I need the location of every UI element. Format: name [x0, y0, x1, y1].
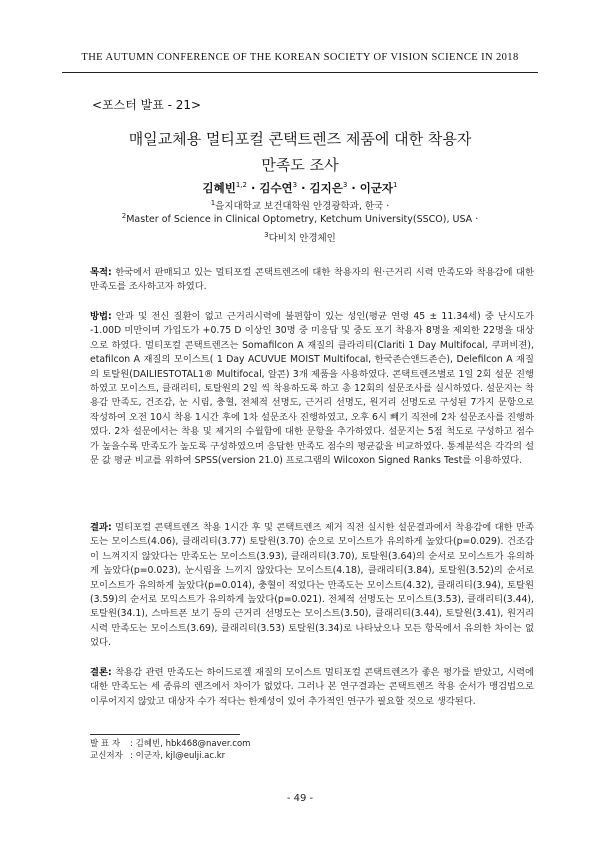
- author-separator: ·: [297, 181, 310, 195]
- author-name: 김수연: [259, 181, 293, 195]
- corresponding-footnote: [90, 750, 225, 762]
- affiliation-sup: 2: [121, 211, 127, 220]
- author-name: 이군자: [359, 181, 394, 195]
- purpose-label: 목적:: [90, 267, 112, 278]
- poster-label: <포스터 발표 - 21>: [92, 98, 202, 112]
- author-sup: 3: [292, 181, 298, 190]
- purpose-text: 한국에서 판매되고 있는 멀티포컬 콘택트렌즈에 대한 착용자의 원·근거리 시력 만족도와 착용감에 대한 만족도를 조사하고자 하였다.: [90, 267, 534, 293]
- conclusion-text: 착용감 관련 만족도는 하이드로겔 재질의 모이스트 멀티포컬 콘택트렌즈가 좋은 평가를 받았고, 시력에 대한 만족도는 세 종류의 렌즈에서 차이가 없었다. 그러나 본 연구결과는 콘택트렌즈 착용 순서가 맹검법으로 이루어지지 않았고 대상자 수가 적다는 한계성이 있어 추가적인 연구가 필요할 것으로 생각된다.: [90, 667, 534, 707]
- author-sup: 1: [393, 181, 398, 190]
- author-name: 김혜빈: [202, 181, 236, 195]
- results-label: 결과:: [90, 522, 112, 533]
- paper-title: [60, 126, 540, 178]
- footnote-rule: [90, 734, 240, 735]
- corresponding-value: : 이군자, kjl@eulji.ac.kr: [130, 751, 226, 761]
- affiliation-text: 을지대학교 보건대학원 안경광학과, 한국 ·: [215, 201, 390, 212]
- page-number: - 49 -: [286, 793, 314, 804]
- affiliation-1: [0, 198, 600, 212]
- affiliation-sup: 1: [210, 198, 216, 207]
- title-line-2: 만족도 조사: [261, 156, 339, 174]
- conference-header: THE AUTUMN CONFERENCE OF THE KOREAN SOCIETY OF VISION SCIENCE IN 2018: [81, 52, 519, 63]
- title-line-1: 매일교체용 멀티포컬 콘택트렌즈 제품에 대한 착용자: [128, 130, 472, 148]
- affiliation-sup: 3: [264, 230, 269, 239]
- header-rule: [62, 72, 538, 73]
- conclusion-paragraph: [90, 666, 534, 709]
- presenter-value: : 김혜빈, hbk468@naver.com: [130, 739, 251, 749]
- affiliation-text: 다비치 안경체인: [268, 233, 336, 244]
- affiliation-3: [0, 230, 600, 244]
- author-list: [0, 180, 600, 196]
- corresponding-label: 교신저자: [90, 751, 123, 761]
- author-separator: ·: [347, 181, 360, 195]
- affiliation-text: Master of Science in Clinical Optometry, Ketchum University(SSCO), USA ·: [126, 214, 479, 225]
- author-sup: 3: [342, 181, 348, 190]
- methods-text: 안과 및 전신 질환이 없고 근거리시력에 불편함이 있는 성인(평균 연령 45 ± 11.34세) 중 난시도가 -1.00D 미만이며 가입도가 +0.75 D 이상인 30명 중 미응답 및 중도 포기 착용자 8명을 제외한 22명을 대상으로 하였다. 멀티포컬 콘택트렌즈는 Somafilcon A 재질의 클라리티(Clariti 1 Day Multifocal, 쿠퍼비젼), etafilcon A 재질의 모이스트( 1 Day ACUVUE MOIST Multifocal, 한국존슨앤드존슨), Delefilcon A 재질의 토탈원(DAILIESTOTAL1® Multifocal, 알콘) 3개 제품을 사용하였다. 콘택트렌즈별로 1일 2회 설문 진행하였고 모이스트, 클래리티, 토탈원의 2일 씩 착용하도록 하고 총 12회의 설문조사를 실시하였다. 설문지는 착용감 만족도, 건조감, 눈 시림, 충혈, 전체적 선명도, 근거리 선명도, 원거리 선명도로 구성된 7가지 문항으로 작성하여 오전 10시 착용 1시간 후에 1차 설문조사 진행하였고, 오후 6시 빼기 직전에 2차 설문조사를 진행하였다. 2차 설문에서는 착용 및 제거의 수월함에 대한 문항을 추가하였다. 설문지는 5점 척도로 구성하고 점수가 높을수록 만족도가 높도록 구성하였으며 응답한 만족도 점수의 평균값을 비교하였다. 통계분석은 각각의 설문 값 평균 비교를 위하여 SPSS(version 21.0) 프로그램의 Wilcoxon Signed Ranks Test를 이용하였다.: [90, 311, 534, 467]
- purpose-paragraph: [90, 266, 534, 295]
- results-text: 멀티포컬 콘택트렌즈 착용 1시간 후 및 콘택트렌즈 제거 직전 실시한 설문결과에서 착용감에 대한 만족도는 모이스트(4.06), 클래리티(3.77) 토탈원(3.70) 순으로 모이스트가 유의하게 높았다(p=0.029). 건조감이 느껴지지 않았다는 만족도는 모이스트(3.93), 클래리티(3.70), 토탈원(3.64)의 순서로 모이스트가 유의하게 높았다(p=0.023), 눈시림을 느끼지 않았다는 모이스트(4.18), 클래리티(3.84), 토탈원(3.52)의 순서로 모이스트가 유의하게 높았다(p=0.014), 충혈이 적었다는 만족도는 모이스트(4.32), 클래리티(3.94), 토탈원(3.59)의 순서로 모익스트가 유의하게 높았다(p=0.021). 전체적 선명도는 모이스트(3.53), 클래리티(3.44), 토탈원(34.1), 스마트폰 보기 등의 근거리 선명도는 모이스트(3.50), 클래리티(3.44), 토탈원(3.41), 원거리 시력 만족도는 모이스트(3.69), 클래리티(3.53) 토탈원(3.34)로 나타났으나 모든 항목에서 유의한 차이는 없었다.: [90, 522, 534, 649]
- presenter-footnote: [90, 738, 250, 750]
- conclusion-label: 결론:: [90, 667, 112, 678]
- results-paragraph: [90, 521, 534, 651]
- affiliation-2: [0, 211, 600, 225]
- author-name: 김지은: [309, 181, 343, 195]
- author-sup: 1,2: [235, 181, 247, 190]
- presenter-label: 발 표 자: [90, 739, 121, 749]
- methods-paragraph: [90, 310, 534, 468]
- author-separator: ·: [246, 181, 260, 195]
- methods-label: 방법:: [90, 311, 112, 322]
